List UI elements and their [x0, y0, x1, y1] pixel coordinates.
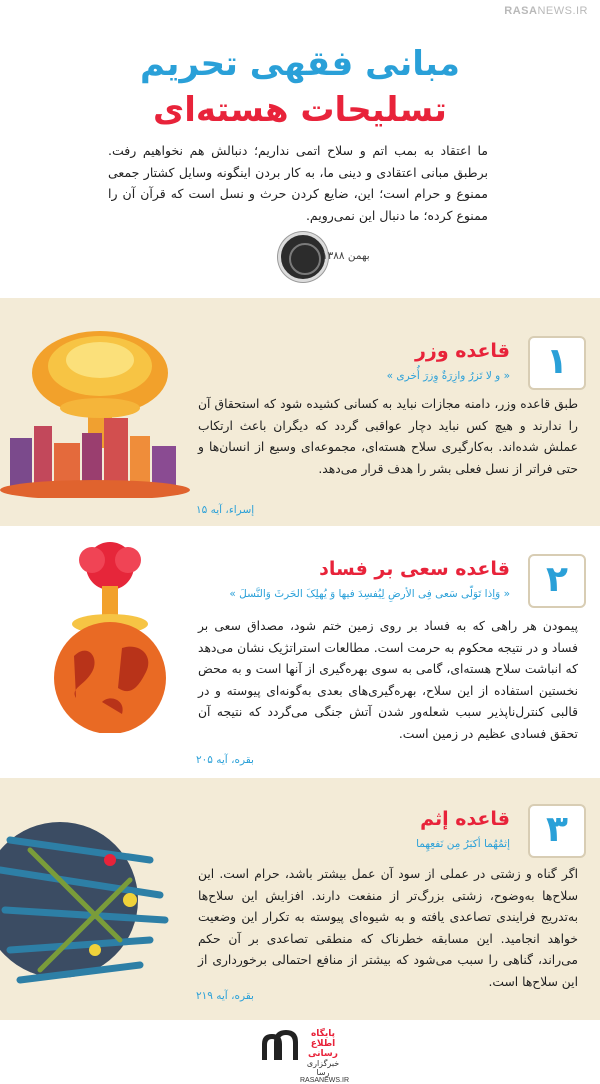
leader-quote: ما اعتقاد به بمب اتم و سلاح اتمی نداریم؛ دنبالش هم نخواهیم رفت. برطبق مبانی اعتقادی و دینی ما، به کار بردن اینگونه وسایل کشتار جمعی ممنوع و حرام است؛ این، ضایع کردن حرث و نسل است که قرآن آن را ممنوع کرده؛ ما دنبال این نمی‌رویم. — [108, 143, 488, 223]
section-rule-1 — [0, 298, 600, 526]
rule-body: طبق قاعده وزر، دامنه مجازات نباید به کسانی کشیده شود که استحقاق آن را ندارند و هیچ کس نباید دچار عواقبی گردد که دیگران باعث ارتکاب عملش شده‌اند. به‌کارگیری سلاح هسته‌ای، مجموعه‌ای وسیع از انسان‌ها و حتی فراتر از نسل فعلی بشر را هدف قرار می‌دهد. — [198, 397, 578, 476]
footer-branding — [300, 1029, 350, 1084]
rule-heading: قاعده إثم — [420, 808, 510, 830]
section-rule-3 — [0, 778, 600, 1020]
mushroom-cloud-city-icon — [0, 318, 190, 498]
rule-body: پیمودن هر راهی که به فساد بر روی زمین ختم شود، مصداق سعی بر فساد و در نتیجه محکوم به حرمت است. مطالعات استراتژیک نشان می‌دهد که انباشت سلاح هسته‌ای، گامی به سوی بهره‌گیری از آنها است و به محض نخستین استفاده از این سلاح، بهره‌گیری‌های بعدی به‌گونه‌ای پیوسته و در قالبی کنترل‌ناپذیر سبب شعله‌ور شدن آتش جنگی می‌گردد که نتیجه آن تحقق فسادی عظیم در زمین است. — [198, 619, 578, 741]
rule-heading: قاعده سعی بر فساد — [319, 558, 510, 580]
footer-domain[interactable]: RASANEWS.IR — [300, 1077, 350, 1084]
rule-verse: « وَاِذا تَوَلّی سَعی فِی الأرضِ لِیُفسِدَ فیها وَ یُهلِکَ الحَرثَ وَالنَّسلَ » — [229, 588, 510, 600]
brand-name: RASA — [504, 5, 538, 17]
section-rule-2 — [0, 526, 600, 778]
footer-site-label: پایگاه اطلاع رسانی — [308, 1029, 338, 1059]
rule-verse: إثمُهُما أکبَرُ مِن نَفعِهِما — [416, 838, 510, 850]
brand-domain: NEWS.IR — [537, 5, 588, 17]
rule-body: اگر گناه و زشتی در عملی از سود آن عمل بیشتر باشد، حرام است. این سلاح‌ها به‌وضوح، زشتی بزرگ‌تر از منفعت دارند. افزایش این سلاح‌ها به‌تدریج فرایندی تصاعدی یافته و به شیوه‌ای پیوسته به تکرار این وضعیت خواهد انجامید. این مسابقه خطرناک که منطقی تصاعدی بر آن حکم می‌راند، گناهی را سبب می‌شود که بیشتر از منافع احتمالی برخورداری از این سلاح‌ها است. — [198, 867, 578, 989]
rule-reference: بقره، آیه ۲۰۵ — [196, 754, 254, 766]
quote-date: بهمن ۱۳۸۸ — [322, 250, 370, 262]
rule-verse: « و لا تَزرُ وازِرَةٌ وِزرَ أُخری » — [386, 370, 510, 382]
rule-heading: قاعده وزر — [414, 340, 510, 362]
exploding-globe-icon — [30, 538, 190, 733]
seal-stamp-icon — [278, 232, 328, 282]
brand-watermark[interactable] — [504, 5, 588, 17]
rule-number-badge: ۲ — [528, 554, 586, 608]
footer-agency-name: خبرگزاری رسا — [306, 1059, 340, 1077]
title-line-2: تسلیحات هسته‌ای — [153, 90, 447, 130]
rule-number-badge: ۳ — [528, 804, 586, 858]
missiles-arsenal-icon — [0, 800, 180, 1000]
title-line-1: مبانی فقهی تحریم — [140, 44, 460, 84]
top-bar — [0, 0, 600, 22]
rule-reference: إسراء، آیه ۱۵ — [196, 504, 255, 516]
rule-reference: بقره، آیه ۲۱۹ — [196, 990, 254, 1002]
rule-number-badge: ۱ — [528, 336, 586, 390]
